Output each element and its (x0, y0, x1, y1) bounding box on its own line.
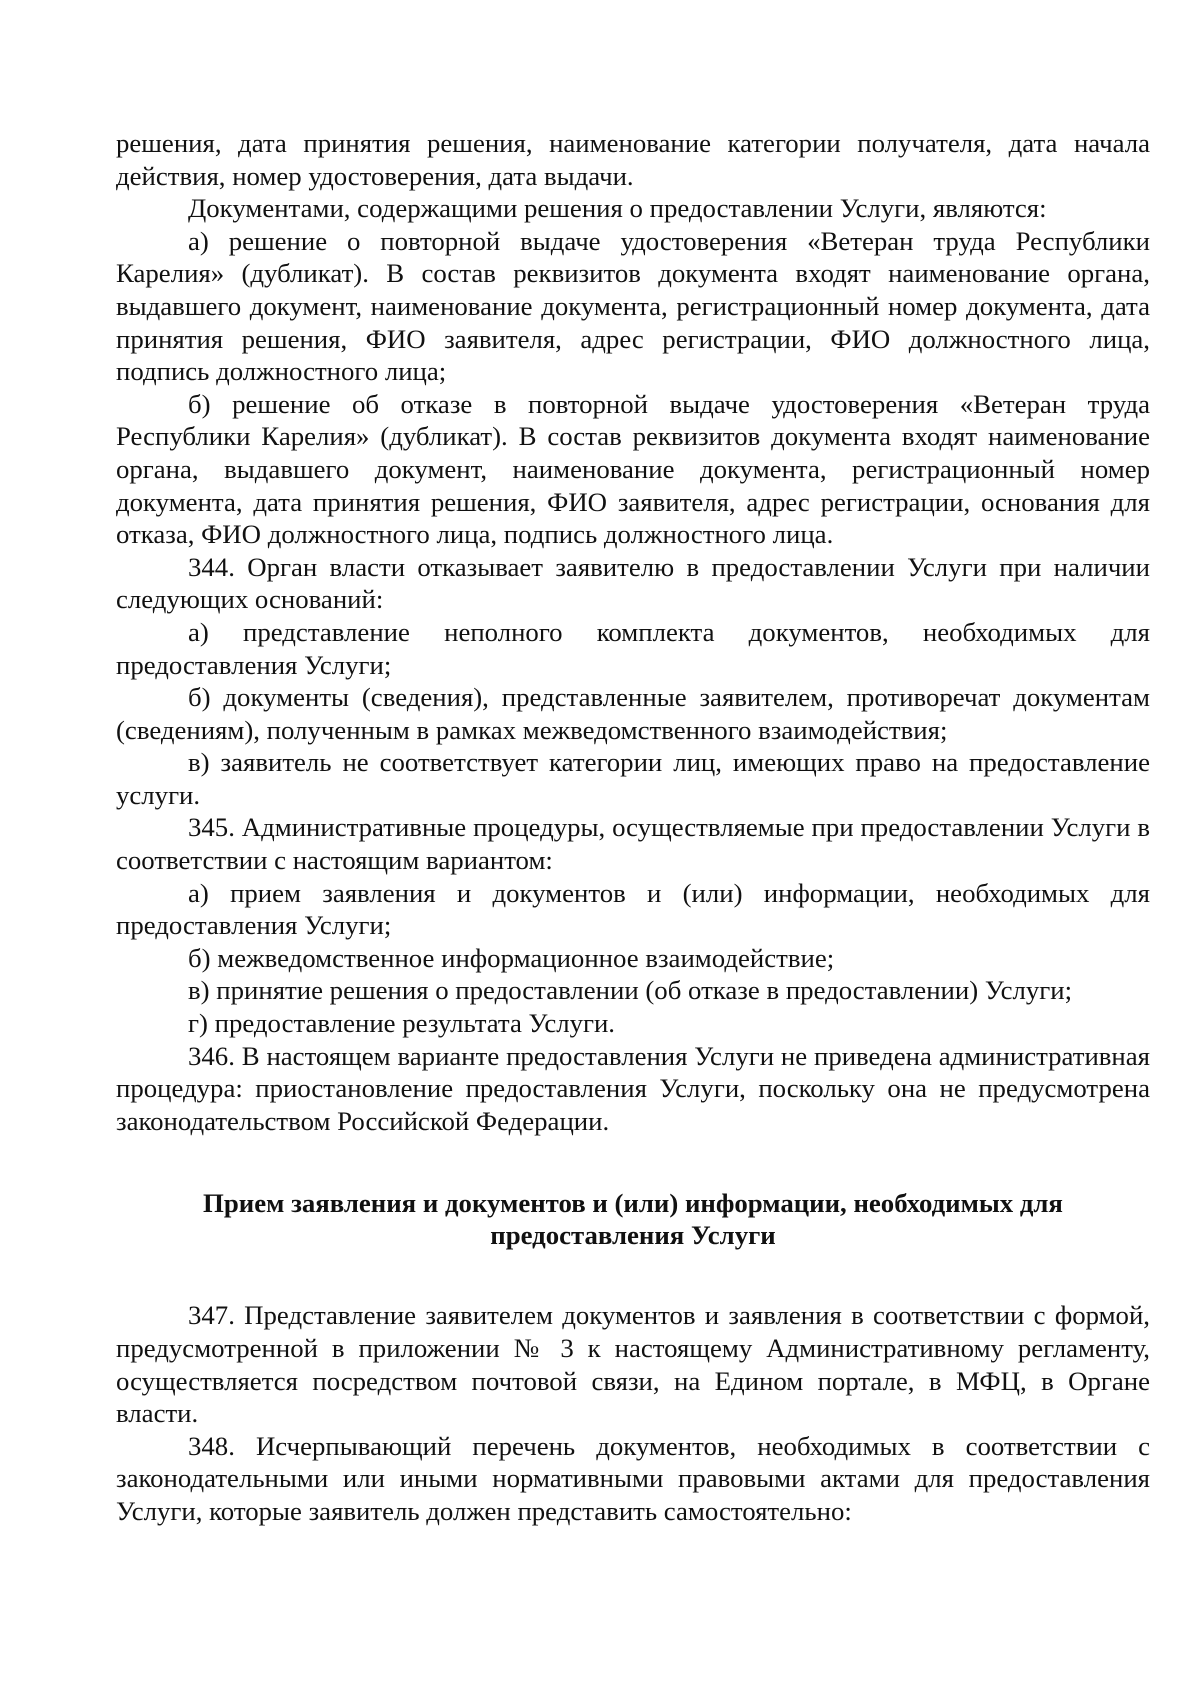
list-item-b-refusal-decision: б) решение об отказе в повторной выдаче удостоверения «Ветеран труда Республики Карелия» (дубликат). В состав реквизитов документа входят наименование органа, выдавшего документ, наименование документа, регистрационный номер документа, дата принятия решения, ФИО заявителя, адрес регистрации, основания для отказа, ФИО должностного лица, подпись должностного лица. (116, 388, 1150, 550)
document-page (116, 127, 1150, 1528)
list-item-345-a: а) прием заявления и документов и (или) информации, необходимых для предоставления Услуги; (116, 877, 1150, 941)
paragraph-344: 344. Орган власти отказывает заявителю в предоставлении Услуги при наличии следующих оснований: (116, 551, 1150, 615)
section-heading (116, 1187, 1150, 1251)
list-item-344-a: а) представление неполного комплекта документов, необходимых для предоставления Услуги; (116, 616, 1150, 680)
section-heading-line-2: предоставления Услуги (490, 1220, 776, 1251)
paragraph-346: 346. В настоящем варианте предоставления Услуги не приведена административная процедура: приостановление предоставления Услуги, поскольку она не предусмотрена законодательством Российской Федерации. (116, 1040, 1150, 1136)
list-item-345-c: в) принятие решения о предоставлении (об отказе в предоставлении) Услуги; (188, 975, 1073, 1006)
list-item-345-b: б) межведомственное информационное взаимодействие; (188, 942, 835, 973)
list-item-344-b: б) документы (сведения), представленные заявителем, противоречат документам (сведениям), полученным в рамках межведомственного взаимодействия; (116, 682, 1150, 745)
paragraph-347: 347. Представление заявителем документов и заявления в соответствии с формой, предусмотренной в приложении № 3 к настоящему Административному регламенту, осуществляется посредством почтовой связи, на Едином портале, в МФЦ, в Органе власти. (116, 1300, 1150, 1429)
section-heading-line-1: Прием заявления и документов и (или) информации, необходимых для (203, 1188, 1063, 1219)
paragraph-decision-documents: Документами, содержащими решения о предоставлении Услуги, являются: (188, 193, 1047, 224)
list-item-345-d: г) предоставление результата Услуги. (188, 1008, 616, 1039)
list-item-a-duplicate-decision: а) решение о повторной выдаче удостоверения «Ветеран труда Республики Карелия» (дубликат). В состав реквизитов документа входят наименование органа, выдавшего документ, наименование документа, регистрационный номер документа, дата принятия решения, ФИО заявителя, адрес регистрации, ФИО должностного лица, подпись должностного лица; (116, 225, 1150, 387)
paragraph-345: 345. Административные процедуры, осуществляемые при предоставлении Услуги в соответствии с настоящим вариантом: (116, 812, 1150, 876)
paragraph-continuation: решения, дата принятия решения, наименование категории получателя, дата начала действия, номер удостоверения, дата выдачи. (116, 128, 1150, 191)
list-item-344-c: в) заявитель не соответствует категории лиц, имеющих право на предоставление услуги. (116, 747, 1150, 810)
paragraph-348: 348. Исчерпывающий перечень документов, необходимых в соответствии с законодательными или иными нормативными правовыми актами для предоставления Услуги, которые заявитель должен представить самостоятельно: (116, 1430, 1150, 1526)
